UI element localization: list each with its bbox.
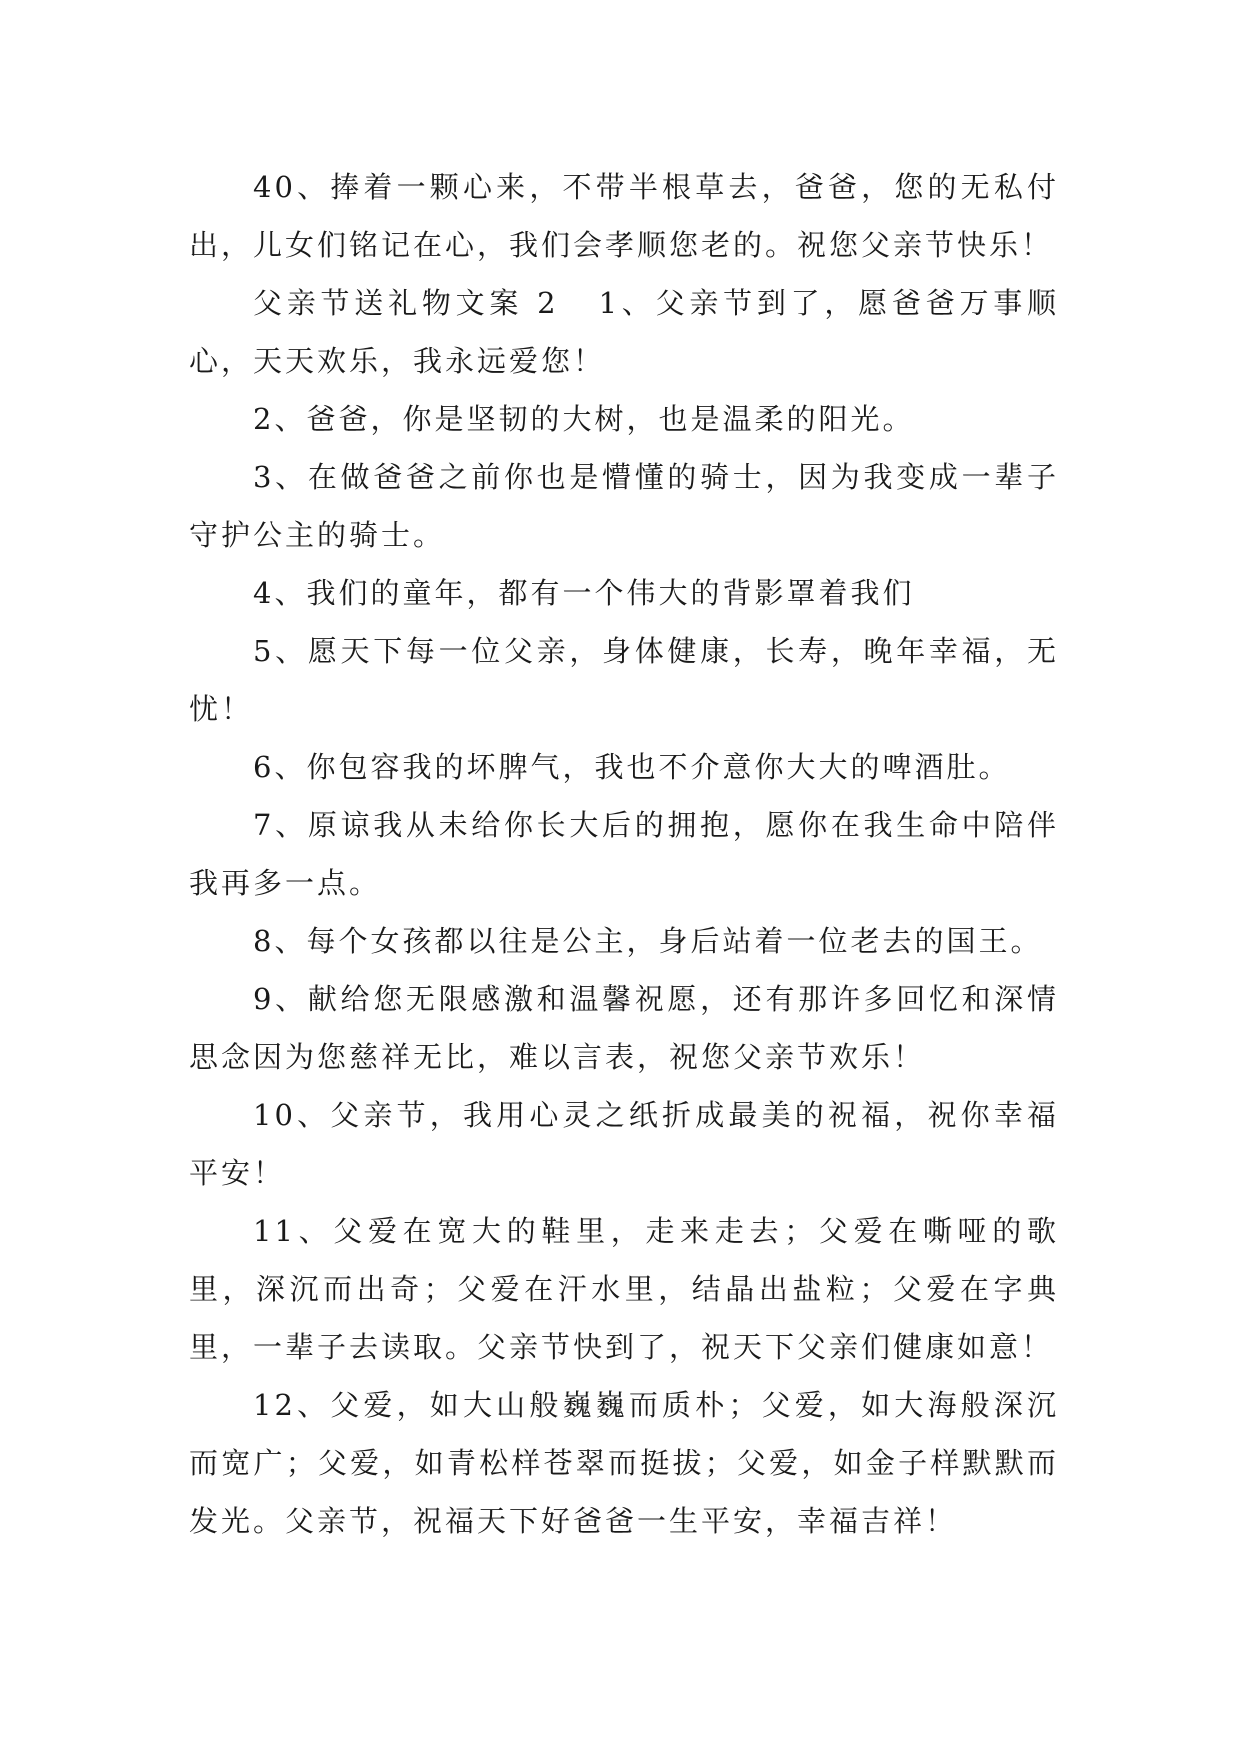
paragraph-12: 12、父爱，如大山般巍巍而质朴；父爱，如大海般深沉而宽广；父爱，如青松样苍翠而挺拔；父爱，如金子样默默而发光。父亲节，祝福天下好爸爸一生平安，幸福吉祥！ — [189, 1388, 1059, 1538]
document-body — [189, 158, 1059, 1550]
paragraph-4: 4、我们的童年，都有一个伟大的背影罩着我们 — [253, 576, 915, 610]
paragraph-7: 7、原谅我从未给你长大后的拥抱，愿你在我生命中陪伴我再多一点。 — [189, 808, 1059, 900]
paragraph-40: 40、捧着一颗心来，不带半根草去，爸爸，您的无私付出，儿女们铭记在心，我们会孝顺您老的。祝您父亲节快乐！ — [189, 170, 1059, 262]
paragraph-10: 10、父亲节，我用心灵之纸折成最美的祝福，祝你幸福平安！ — [189, 1098, 1059, 1190]
paragraph-3: 3、在做爸爸之前你也是懵懂的骑士，因为我变成一辈子守护公主的骑士。 — [189, 460, 1059, 552]
paragraph-2: 2、爸爸，你是坚韧的大树，也是温柔的阳光。 — [253, 402, 915, 436]
paragraph-11: 11、父爱在宽大的鞋里，走来走去；父爱在嘶哑的歌里，深沉而出奇；父爱在汗水里，结晶出盐粒；父爱在字典里，一辈子去读取。父亲节快到了，祝天下父亲们健康如意！ — [189, 1214, 1059, 1364]
section-first-item: 1、父亲节到了，愿爸爸万事顺心，天天欢乐，我永远爱您！ — [189, 286, 1060, 378]
section-heading-paragraph — [189, 274, 1059, 390]
section-heading: 父亲节送礼物文案 2 — [253, 286, 559, 320]
paragraph-5: 5、愿天下每一位父亲，身体健康，长寿，晚年幸福，无忧！ — [189, 634, 1059, 726]
paragraph-8: 8、每个女孩都以往是公主，身后站着一位老去的国王。 — [253, 924, 1043, 958]
paragraph-9: 9、献给您无限感激和温馨祝愿，还有那许多回忆和深情思念因为您慈祥无比，难以言表，祝您父亲节欢乐！ — [189, 982, 1059, 1074]
paragraph-6: 6、你包容我的坏脾气，我也不介意你大大的啤酒肚。 — [253, 750, 1011, 784]
